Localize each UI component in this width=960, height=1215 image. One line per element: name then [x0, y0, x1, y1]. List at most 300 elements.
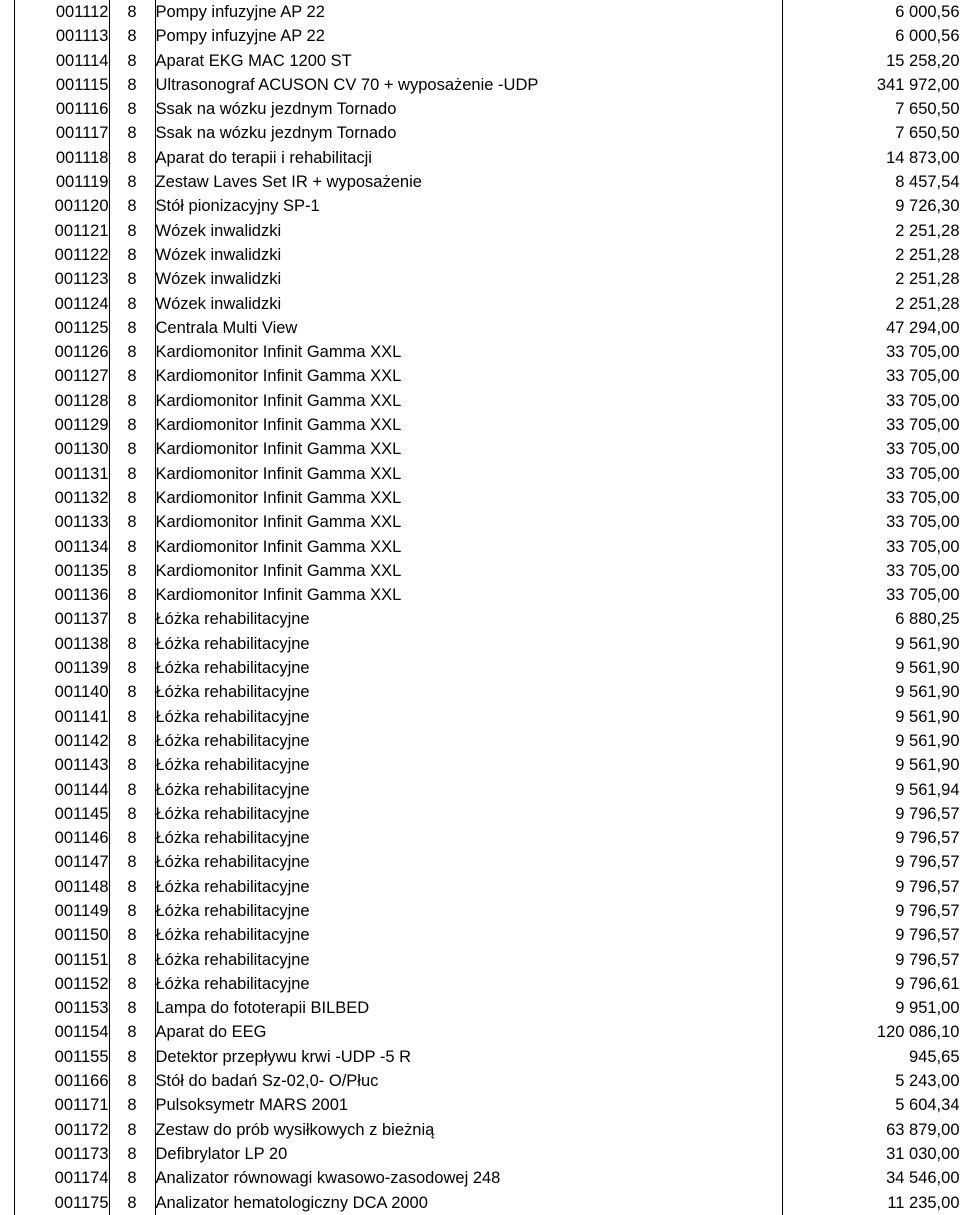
group-code-cell: 8 — [109, 292, 155, 316]
item-name-cell: Kardiomonitor Infinit Gamma XXL — [155, 510, 782, 534]
item-name-cell: Aparat do EEG — [155, 1020, 782, 1044]
item-value-cell: 33 705,00 — [782, 486, 960, 510]
item-name-cell: Kardiomonitor Infinit Gamma XXL — [155, 559, 782, 583]
item-name-cell: Aparat EKG MAC 1200 ST — [155, 49, 782, 73]
row-margin — [0, 121, 14, 145]
group-code-cell: 8 — [109, 1069, 155, 1093]
row-margin — [0, 1142, 14, 1166]
group-code-cell: 8 — [109, 680, 155, 704]
inventory-number-cell: 001117 — [14, 121, 109, 145]
table-row — [0, 267, 960, 291]
row-margin — [0, 1020, 14, 1044]
item-name-cell: Kardiomonitor Infinit Gamma XXL — [155, 437, 782, 461]
item-name-cell: Łóżka rehabilitacyjne — [155, 729, 782, 753]
item-value-cell: 6 000,56 — [782, 0, 960, 24]
row-margin — [0, 243, 14, 267]
item-value-cell: 9 561,90 — [782, 632, 960, 656]
item-value-cell: 33 705,00 — [782, 462, 960, 486]
row-margin — [0, 632, 14, 656]
inventory-number-cell: 001127 — [14, 364, 109, 388]
group-code-cell: 8 — [109, 1142, 155, 1166]
item-name-cell: Ultrasonograf ACUSON CV 70 + wyposażenie -UDP — [155, 73, 782, 97]
row-margin — [0, 0, 14, 24]
item-name-cell: Stół do badań Sz-02,0- O/Płuc — [155, 1069, 782, 1093]
inventory-number-cell: 001173 — [14, 1142, 109, 1166]
row-margin — [0, 948, 14, 972]
item-name-cell: Wózek inwalidzki — [155, 292, 782, 316]
table-row — [0, 292, 960, 316]
group-code-cell: 8 — [109, 1191, 155, 1215]
table-row — [0, 364, 960, 388]
item-value-cell: 9 561,90 — [782, 753, 960, 777]
table-row — [0, 1045, 960, 1069]
inventory-number-cell: 001144 — [14, 778, 109, 802]
group-code-cell: 8 — [109, 802, 155, 826]
row-margin — [0, 559, 14, 583]
table-row — [0, 705, 960, 729]
item-value-cell: 9 796,57 — [782, 850, 960, 874]
group-code-cell: 8 — [109, 462, 155, 486]
table-row — [0, 607, 960, 631]
group-code-cell: 8 — [109, 1118, 155, 1142]
row-margin — [0, 146, 14, 170]
table-row — [0, 802, 960, 826]
inventory-number-cell: 001133 — [14, 510, 109, 534]
row-margin — [0, 656, 14, 680]
table-row — [0, 146, 960, 170]
row-margin — [0, 899, 14, 923]
item-value-cell: 2 251,28 — [782, 267, 960, 291]
inventory-number-cell: 001149 — [14, 899, 109, 923]
inventory-number-cell: 001140 — [14, 680, 109, 704]
table-row — [0, 656, 960, 680]
inventory-number-cell: 001148 — [14, 875, 109, 899]
inventory-number-cell: 001119 — [14, 170, 109, 194]
row-margin — [0, 194, 14, 218]
item-value-cell: 8 457,54 — [782, 170, 960, 194]
inventory-number-cell: 001116 — [14, 97, 109, 121]
inventory-number-cell: 001113 — [14, 24, 109, 48]
item-value-cell: 945,65 — [782, 1045, 960, 1069]
item-value-cell: 9 951,00 — [782, 996, 960, 1020]
row-margin — [0, 340, 14, 364]
inventory-number-cell: 001120 — [14, 194, 109, 218]
item-name-cell: Analizator hematologiczny DCA 2000 — [155, 1191, 782, 1215]
group-code-cell: 8 — [109, 97, 155, 121]
item-value-cell: 9 726,30 — [782, 194, 960, 218]
inventory-number-cell: 001155 — [14, 1045, 109, 1069]
group-code-cell: 8 — [109, 1045, 155, 1069]
group-code-cell: 8 — [109, 583, 155, 607]
row-margin — [0, 413, 14, 437]
item-value-cell: 33 705,00 — [782, 437, 960, 461]
item-value-cell: 9 796,57 — [782, 899, 960, 923]
inventory-number-cell: 001145 — [14, 802, 109, 826]
group-code-cell: 8 — [109, 1166, 155, 1190]
table-row — [0, 826, 960, 850]
group-code-cell: 8 — [109, 996, 155, 1020]
table-row — [0, 316, 960, 340]
table-row — [0, 510, 960, 534]
inventory-number-cell: 001143 — [14, 753, 109, 777]
item-value-cell: 15 258,20 — [782, 49, 960, 73]
inventory-number-cell: 001126 — [14, 340, 109, 364]
item-value-cell: 33 705,00 — [782, 340, 960, 364]
item-name-cell: Pompy infuzyjne AP 22 — [155, 24, 782, 48]
table-row — [0, 632, 960, 656]
group-code-cell: 8 — [109, 194, 155, 218]
group-code-cell: 8 — [109, 49, 155, 73]
row-margin — [0, 1166, 14, 1190]
item-value-cell: 33 705,00 — [782, 559, 960, 583]
table-row — [0, 1166, 960, 1190]
table-row — [0, 729, 960, 753]
table-row — [0, 97, 960, 121]
group-code-cell: 8 — [109, 607, 155, 631]
table-row — [0, 996, 960, 1020]
table-row — [0, 73, 960, 97]
item-value-cell: 9 796,57 — [782, 826, 960, 850]
group-code-cell: 8 — [109, 875, 155, 899]
item-value-cell: 31 030,00 — [782, 1142, 960, 1166]
table-row — [0, 1142, 960, 1166]
group-code-cell: 8 — [109, 121, 155, 145]
row-margin — [0, 462, 14, 486]
item-name-cell: Łóżka rehabilitacyjne — [155, 705, 782, 729]
group-code-cell: 8 — [109, 826, 155, 850]
group-code-cell: 8 — [109, 632, 155, 656]
item-name-cell: Lampa do fototerapii BILBED — [155, 996, 782, 1020]
table-row — [0, 850, 960, 874]
row-margin — [0, 1118, 14, 1142]
row-margin — [0, 753, 14, 777]
row-margin — [0, 97, 14, 121]
inventory-number-cell: 001166 — [14, 1069, 109, 1093]
item-name-cell: Detektor przepływu krwi -UDP -5 R — [155, 1045, 782, 1069]
item-name-cell: Łóżka rehabilitacyjne — [155, 680, 782, 704]
item-name-cell: Wózek inwalidzki — [155, 219, 782, 243]
inventory-number-cell: 001129 — [14, 413, 109, 437]
row-margin — [0, 267, 14, 291]
inventory-number-cell: 001112 — [14, 0, 109, 24]
table-row — [0, 948, 960, 972]
item-name-cell: Wózek inwalidzki — [155, 243, 782, 267]
inventory-number-cell: 001174 — [14, 1166, 109, 1190]
inventory-number-cell: 001139 — [14, 656, 109, 680]
item-name-cell: Łóżka rehabilitacyjne — [155, 948, 782, 972]
inventory-number-cell: 001135 — [14, 559, 109, 583]
table-row — [0, 389, 960, 413]
group-code-cell: 8 — [109, 219, 155, 243]
inventory-number-cell: 001122 — [14, 243, 109, 267]
item-value-cell: 33 705,00 — [782, 389, 960, 413]
row-margin — [0, 850, 14, 874]
group-code-cell: 8 — [109, 340, 155, 364]
group-code-cell: 8 — [109, 1020, 155, 1044]
item-value-cell: 341 972,00 — [782, 73, 960, 97]
item-value-cell: 7 650,50 — [782, 121, 960, 145]
group-code-cell: 8 — [109, 1093, 155, 1117]
table-row — [0, 1191, 960, 1215]
group-code-cell: 8 — [109, 413, 155, 437]
group-code-cell: 8 — [109, 267, 155, 291]
group-code-cell: 8 — [109, 972, 155, 996]
table-row — [0, 753, 960, 777]
item-name-cell: Aparat do terapii i rehabilitacji — [155, 146, 782, 170]
item-name-cell: Łóżka rehabilitacyjne — [155, 802, 782, 826]
item-name-cell: Łóżka rehabilitacyjne — [155, 632, 782, 656]
group-code-cell: 8 — [109, 778, 155, 802]
table-row — [0, 437, 960, 461]
inventory-number-cell: 001141 — [14, 705, 109, 729]
row-margin — [0, 364, 14, 388]
item-name-cell: Łóżka rehabilitacyjne — [155, 826, 782, 850]
table-row — [0, 972, 960, 996]
item-name-cell: Łóżka rehabilitacyjne — [155, 875, 782, 899]
group-code-cell: 8 — [109, 0, 155, 24]
inventory-number-cell: 001153 — [14, 996, 109, 1020]
item-name-cell: Analizator równowagi kwasowo-zasodowej 248 — [155, 1166, 782, 1190]
item-name-cell: Kardiomonitor Infinit Gamma XXL — [155, 462, 782, 486]
inventory-number-cell: 001152 — [14, 972, 109, 996]
group-code-cell: 8 — [109, 389, 155, 413]
item-value-cell: 6 000,56 — [782, 24, 960, 48]
row-margin — [0, 535, 14, 559]
group-code-cell: 8 — [109, 923, 155, 947]
item-value-cell: 9 796,57 — [782, 948, 960, 972]
row-margin — [0, 170, 14, 194]
item-value-cell: 9 561,90 — [782, 656, 960, 680]
item-value-cell: 34 546,00 — [782, 1166, 960, 1190]
inventory-number-cell: 001150 — [14, 923, 109, 947]
row-margin — [0, 778, 14, 802]
item-value-cell: 9 561,94 — [782, 778, 960, 802]
table-row — [0, 875, 960, 899]
inventory-number-cell: 001130 — [14, 437, 109, 461]
item-name-cell: Kardiomonitor Infinit Gamma XXL — [155, 486, 782, 510]
item-value-cell: 2 251,28 — [782, 292, 960, 316]
group-code-cell: 8 — [109, 146, 155, 170]
item-name-cell: Ssak na wózku jezdnym Tornado — [155, 121, 782, 145]
table-row — [0, 680, 960, 704]
item-name-cell: Centrala Multi View — [155, 316, 782, 340]
item-name-cell: Łóżka rehabilitacyjne — [155, 923, 782, 947]
item-value-cell: 33 705,00 — [782, 413, 960, 437]
row-margin — [0, 1069, 14, 1093]
item-name-cell: Kardiomonitor Infinit Gamma XXL — [155, 535, 782, 559]
row-margin — [0, 583, 14, 607]
row-margin — [0, 729, 14, 753]
table-row — [0, 462, 960, 486]
table-row — [0, 24, 960, 48]
row-margin — [0, 316, 14, 340]
item-name-cell: Kardiomonitor Infinit Gamma XXL — [155, 413, 782, 437]
item-name-cell: Łóżka rehabilitacyjne — [155, 753, 782, 777]
inventory-number-cell: 001114 — [14, 49, 109, 73]
item-value-cell: 11 235,00 — [782, 1191, 960, 1215]
row-margin — [0, 996, 14, 1020]
row-margin — [0, 24, 14, 48]
table-row — [0, 243, 960, 267]
item-name-cell: Kardiomonitor Infinit Gamma XXL — [155, 340, 782, 364]
row-margin — [0, 389, 14, 413]
item-name-cell: Łóżka rehabilitacyjne — [155, 972, 782, 996]
inventory-number-cell: 001147 — [14, 850, 109, 874]
item-value-cell: 33 705,00 — [782, 510, 960, 534]
row-margin — [0, 1045, 14, 1069]
table-row — [0, 194, 960, 218]
table-row — [0, 535, 960, 559]
inventory-number-cell: 001172 — [14, 1118, 109, 1142]
inventory-number-cell: 001175 — [14, 1191, 109, 1215]
inventory-number-cell: 001137 — [14, 607, 109, 631]
item-value-cell: 5 604,34 — [782, 1093, 960, 1117]
item-value-cell: 6 880,25 — [782, 607, 960, 631]
row-margin — [0, 875, 14, 899]
group-code-cell: 8 — [109, 559, 155, 583]
item-value-cell: 63 879,00 — [782, 1118, 960, 1142]
table-row — [0, 170, 960, 194]
item-value-cell: 120 086,10 — [782, 1020, 960, 1044]
item-value-cell: 9 796,57 — [782, 923, 960, 947]
item-name-cell: Kardiomonitor Infinit Gamma XXL — [155, 364, 782, 388]
inventory-number-cell: 001124 — [14, 292, 109, 316]
item-value-cell: 33 705,00 — [782, 583, 960, 607]
inventory-number-cell: 001146 — [14, 826, 109, 850]
item-value-cell: 47 294,00 — [782, 316, 960, 340]
group-code-cell: 8 — [109, 24, 155, 48]
table-row — [0, 559, 960, 583]
table-row — [0, 1093, 960, 1117]
item-value-cell: 9 561,90 — [782, 705, 960, 729]
table-row — [0, 413, 960, 437]
item-value-cell: 33 705,00 — [782, 364, 960, 388]
item-value-cell: 9 561,90 — [782, 729, 960, 753]
item-value-cell: 9 796,61 — [782, 972, 960, 996]
row-margin — [0, 972, 14, 996]
row-margin — [0, 826, 14, 850]
inventory-number-cell: 001118 — [14, 146, 109, 170]
inventory-number-cell: 001136 — [14, 583, 109, 607]
item-name-cell: Stół pionizacyjny SP-1 — [155, 194, 782, 218]
row-margin — [0, 802, 14, 826]
item-value-cell: 9 796,57 — [782, 802, 960, 826]
group-code-cell: 8 — [109, 486, 155, 510]
row-margin — [0, 437, 14, 461]
row-margin — [0, 680, 14, 704]
row-margin — [0, 486, 14, 510]
row-margin — [0, 292, 14, 316]
row-margin — [0, 49, 14, 73]
item-value-cell: 14 873,00 — [782, 146, 960, 170]
item-name-cell: Łóżka rehabilitacyjne — [155, 850, 782, 874]
group-code-cell: 8 — [109, 705, 155, 729]
item-name-cell: Kardiomonitor Infinit Gamma XXL — [155, 583, 782, 607]
item-name-cell: Ssak na wózku jezdnym Tornado — [155, 97, 782, 121]
table-row — [0, 121, 960, 145]
table-row — [0, 1020, 960, 1044]
item-name-cell: Defibrylator LP 20 — [155, 1142, 782, 1166]
inventory-number-cell: 001125 — [14, 316, 109, 340]
inventory-number-cell: 001154 — [14, 1020, 109, 1044]
item-name-cell: Łóżka rehabilitacyjne — [155, 778, 782, 802]
row-margin — [0, 1191, 14, 1215]
row-margin — [0, 1093, 14, 1117]
inventory-number-cell: 001132 — [14, 486, 109, 510]
table-row — [0, 1069, 960, 1093]
item-value-cell: 9 796,57 — [782, 875, 960, 899]
item-name-cell: Pompy infuzyjne AP 22 — [155, 0, 782, 24]
row-margin — [0, 73, 14, 97]
group-code-cell: 8 — [109, 899, 155, 923]
group-code-cell: 8 — [109, 729, 155, 753]
table-row — [0, 899, 960, 923]
row-margin — [0, 923, 14, 947]
inventory-number-cell: 001131 — [14, 462, 109, 486]
item-name-cell: Zestaw Laves Set IR + wyposażenie — [155, 170, 782, 194]
group-code-cell: 8 — [109, 510, 155, 534]
row-margin — [0, 510, 14, 534]
group-code-cell: 8 — [109, 243, 155, 267]
group-code-cell: 8 — [109, 535, 155, 559]
group-code-cell: 8 — [109, 73, 155, 97]
group-code-cell: 8 — [109, 753, 155, 777]
item-value-cell: 5 243,00 — [782, 1069, 960, 1093]
inventory-number-cell: 001151 — [14, 948, 109, 972]
table-row — [0, 923, 960, 947]
item-name-cell: Zestaw do prób wysiłkowych z bieżnią — [155, 1118, 782, 1142]
group-code-cell: 8 — [109, 316, 155, 340]
row-margin — [0, 705, 14, 729]
table-row — [0, 219, 960, 243]
item-value-cell: 33 705,00 — [782, 535, 960, 559]
table-row — [0, 340, 960, 364]
inventory-number-cell: 001142 — [14, 729, 109, 753]
item-name-cell: Łóżka rehabilitacyjne — [155, 899, 782, 923]
inventory-number-cell: 001138 — [14, 632, 109, 656]
inventory-number-cell: 001128 — [14, 389, 109, 413]
group-code-cell: 8 — [109, 364, 155, 388]
table-row — [0, 486, 960, 510]
group-code-cell: 8 — [109, 948, 155, 972]
item-name-cell: Kardiomonitor Infinit Gamma XXL — [155, 389, 782, 413]
table-row — [0, 778, 960, 802]
group-code-cell: 8 — [109, 437, 155, 461]
item-name-cell: Pulsoksymetr MARS 2001 — [155, 1093, 782, 1117]
table-row — [0, 583, 960, 607]
item-value-cell: 7 650,50 — [782, 97, 960, 121]
group-code-cell: 8 — [109, 850, 155, 874]
item-value-cell: 2 251,28 — [782, 219, 960, 243]
item-value-cell: 2 251,28 — [782, 243, 960, 267]
item-name-cell: Wózek inwalidzki — [155, 267, 782, 291]
inventory-number-cell: 001123 — [14, 267, 109, 291]
group-code-cell: 8 — [109, 170, 155, 194]
table-row — [0, 49, 960, 73]
group-code-cell: 8 — [109, 656, 155, 680]
table-row — [0, 1118, 960, 1142]
table-row — [0, 0, 960, 24]
item-value-cell: 9 561,90 — [782, 680, 960, 704]
item-name-cell: Łóżka rehabilitacyjne — [155, 607, 782, 631]
row-margin — [0, 219, 14, 243]
item-name-cell: Łóżka rehabilitacyjne — [155, 656, 782, 680]
row-margin — [0, 607, 14, 631]
inventory-number-cell: 001115 — [14, 73, 109, 97]
inventory-number-cell: 001121 — [14, 219, 109, 243]
inventory-number-cell: 001171 — [14, 1093, 109, 1117]
inventory-number-cell: 001134 — [14, 535, 109, 559]
